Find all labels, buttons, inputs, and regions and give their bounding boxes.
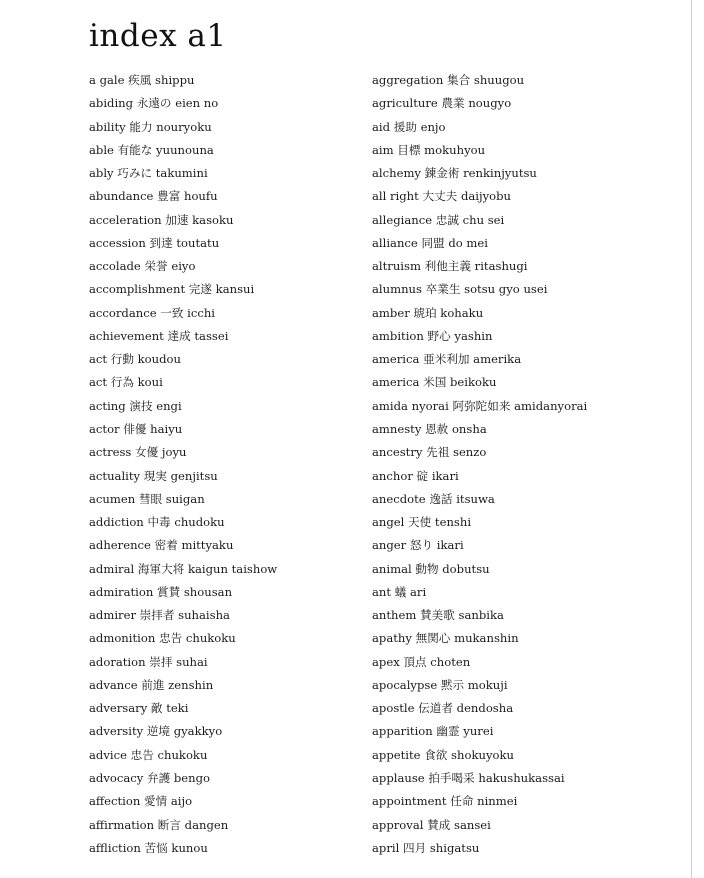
index-entry: advocacy 弁護 bengo: [89, 770, 211, 785]
index-entry: apocalypse 黙示 mokuji: [372, 677, 508, 692]
left-column: [89, 70, 359, 861]
index-entry: acting 演技 engi: [89, 398, 182, 413]
index-entry: allegiance 忠誠 chu sei: [372, 212, 505, 227]
index-entry: america 亜米利加 amerika: [372, 352, 522, 367]
index-entry: able 有能な yuunouna: [89, 142, 214, 157]
index-entry: ably 巧みに takumini: [89, 166, 208, 181]
index-entry: ability 能力 nouryoku: [89, 119, 212, 134]
index-entry: appointment 任命 ninmei: [372, 794, 518, 809]
index-entry: aggregation 集合 shuugou: [372, 73, 525, 87]
index-entry: acceleration 加速 kasoku: [89, 212, 234, 227]
right-column: [372, 70, 672, 861]
index-entry: apostle 伝道者 dendosha: [372, 701, 514, 716]
index-entry: abundance 豊富 houfu: [89, 189, 218, 204]
index-entry: amida nyorai 阿弥陀如来 amidanyorai: [372, 398, 588, 413]
index-entry: aid 援助 enjo: [372, 119, 446, 134]
index-entry: achievement 達成 tassei: [89, 328, 229, 343]
index-entry: accordance 一致 icchi: [89, 305, 216, 320]
page-title: index a1: [89, 18, 227, 54]
index-entry: animal 動物 dobutsu: [372, 561, 490, 576]
index-entry: act 行為 koui: [89, 375, 163, 390]
index-entry: actress 女優 joyu: [89, 445, 187, 460]
index-entry: accolade 栄誉 eiyo: [89, 259, 196, 274]
index-entry: all right 大丈夫 daijyobu: [372, 189, 512, 204]
index-entry: ancestry 先祖 senzo: [372, 445, 487, 460]
index-entry: approval 賛成 sansei: [372, 817, 491, 832]
index-entry: adversary 敵 teki: [89, 701, 189, 716]
index-entry: apparition 幽霊 yurei: [372, 724, 494, 739]
index-entry: apathy 無関心 mukanshin: [372, 631, 519, 646]
index-entry: adoration 崇拝 suhai: [89, 654, 208, 669]
index-entry: alliance 同盟 do mei: [372, 235, 488, 250]
index-entry: admonition 忠告 chukoku: [89, 631, 236, 646]
index-entry: anchor 碇 ikari: [372, 468, 459, 483]
index-entry: adherence 密着 mittyaku: [89, 538, 234, 553]
index-entry: agriculture 農業 nougyo: [372, 96, 512, 111]
index-entry: april 四月 shigatsu: [372, 840, 480, 855]
index-entry: admiration 賞賛 shousan: [89, 584, 233, 599]
page-edge: [692, 0, 704, 878]
index-entry: addiction 中毒 chudoku: [89, 515, 225, 530]
index-entry: alchemy 錬金術 renkinjyutsu: [372, 166, 537, 181]
index-entry: acumen 彗眼 suigan: [89, 491, 205, 506]
index-entry: advance 前進 zenshin: [89, 677, 214, 692]
index-entry: accession 到達 toutatu: [89, 235, 220, 250]
index-entry: angel 天使 tenshi: [372, 515, 472, 530]
index-entry: act 行動 koudou: [89, 352, 181, 367]
index-entry: apex 頂点 choten: [372, 654, 471, 669]
index-entry: ant 蟻 ari: [372, 584, 427, 599]
index-entry: applause 拍手喝采 hakushukassai: [372, 770, 565, 785]
index-entry: admirer 崇拝者 suhaisha: [89, 608, 230, 623]
index-entry: amnesty 恩赦 onsha: [372, 421, 487, 436]
index-entry: abiding 永遠の eien no: [89, 96, 219, 111]
index-entry: anecdote 逸話 itsuwa: [372, 491, 495, 506]
index-entry: adversity 逆境 gyakkyo: [89, 724, 223, 739]
index-entry: actuality 現実 genjitsu: [89, 468, 218, 483]
index-entry: alumnus 卒業生 sotsu gyo usei: [372, 282, 548, 297]
index-entry: aim 目標 mokuhyou: [372, 142, 486, 157]
index-entry: a gale 疾風 shippu: [89, 73, 195, 87]
index-entry: amber 琥珀 kohaku: [372, 305, 484, 320]
index-entry: ambition 野心 yashin: [372, 328, 493, 343]
index-entry: altruism 利他主義 ritashugi: [372, 259, 528, 274]
index-entry: affection 愛情 aijo: [89, 794, 193, 809]
index-entry: appetite 食欲 shokuyoku: [372, 747, 514, 762]
index-entry: anthem 賛美歌 sanbika: [372, 608, 504, 623]
index-entry: actor 俳優 haiyu: [89, 421, 183, 436]
index-entry: affirmation 断言 dangen: [89, 817, 229, 832]
index-entry: admiral 海軍大将 kaigun taishow: [89, 561, 278, 576]
index-entry: advice 忠告 chukoku: [89, 747, 208, 762]
index-entry: america 米国 beikoku: [372, 375, 497, 390]
index-entry: affliction 苦悩 kunou: [89, 840, 208, 855]
index-entry: anger 怒り ikari: [372, 538, 464, 553]
index-entry: accomplishment 完遂 kansui: [89, 282, 255, 297]
